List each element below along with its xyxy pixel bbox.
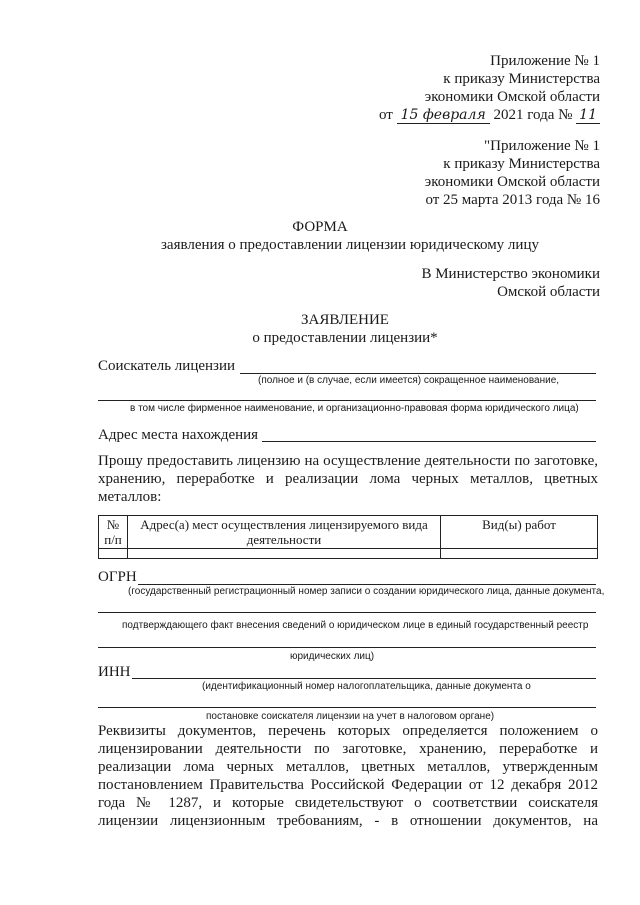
col-number-line2: п/п [104,532,122,547]
inn-hint2: постановке соискателя лицензии на учет в налоговом органе) [206,711,495,722]
appendix-line1: Приложение № 1 [490,53,600,69]
inn-field-line2[interactable] [98,707,596,708]
requisites-line6: лицензии лицензионным требованиям, - в отношении документов, на [98,813,598,829]
appendix-line3: экономики Омской области [424,89,600,105]
table-cell-works[interactable] [441,549,598,559]
applicant-field-line2[interactable] [98,400,596,401]
requisites-line1: Реквизиты документов, перечень которых определяется положением о [98,723,598,739]
appendix-header [340,52,600,124]
applicant-hint2: в том числе фирменное наименование, и организационно-правовая форма юридического лица) [130,403,579,414]
form-subtitle: заявления о предоставлении лицензии юридическому лицу [161,237,539,253]
requisites-line2: лицензировании деятельности по заготовке, хранению, переработке и [98,741,598,757]
address-field[interactable] [262,441,596,442]
request-line2: хранению, переработке и реализации лома черных металлов, цветных [98,471,598,487]
handwritten-number: 11 [576,107,600,124]
col-number-line1: № [106,517,120,532]
ogrn-hint1: (государственный регистрационный номер записи о создании юридического лица, данные документа, [128,586,605,597]
col-works-header [441,516,598,549]
applicant-field-line1[interactable] [240,373,596,374]
ogrn-field-line3[interactable] [98,647,596,648]
inn-label: ИНН [98,664,131,680]
request-line3: металлов: [98,489,162,505]
col-address-line1: Адрес(а) мест осуществления лицензируемого вида [140,517,428,532]
form-title: ФОРМА [292,219,348,235]
col-works-label: Вид(ы) работ [482,517,556,532]
inn-hint1: (идентификационный номер налогоплательщика, данные документа о [202,681,531,692]
request-paragraph [98,452,598,506]
date-prefix: от [378,107,393,123]
appendix-line2: к приказу Министерства [443,71,600,87]
table-row [99,549,598,559]
ogrn-field-line2[interactable] [98,612,596,613]
table-cell-address[interactable] [128,549,441,559]
ogrn-hint2: подтверждающего факт внесения сведений о юридическом лице в единый государственный реестр [122,620,589,631]
original-line3: экономики Омской области [424,174,600,190]
ogrn-field-line1[interactable] [138,584,596,585]
applicant-label: Соискатель лицензии [98,358,236,374]
col-number-header [99,516,128,549]
col-address-line2: деятельности [246,532,322,547]
requisites-line4: постановлением Правительства Российской Федерации от 12 декабря 2012 [98,777,598,793]
original-line1: "Приложение № 1 [484,138,600,154]
ogrn-hint3: юридических лиц) [290,651,375,662]
statement-title: ЗАЯВЛЕНИЕ [301,312,389,328]
activity-table [98,515,598,559]
addressee [340,265,600,301]
handwritten-date: 15 февраля [397,107,490,124]
requisites-line3: реализации лома черных металлов, цветных металлов, утвержденным [98,759,598,775]
table-cell-number[interactable] [99,549,128,559]
requisites-line5: года № 1287, и которые свидетельствуют о соответствии соискателя [98,795,598,811]
requisites-paragraph [98,722,598,830]
table-header-row [99,516,598,549]
col-address-header [128,516,441,549]
addressee-line1: В Министерство экономики [421,266,600,282]
address-label: Адрес места нахождения [98,427,259,443]
original-line2: к приказу Министерства [443,156,600,172]
statement-subtitle: о предоставлении лицензии* [252,330,438,346]
original-appendix-header [340,137,600,209]
date-mid: 2021 года № [493,107,573,123]
addressee-line2: Омской области [497,284,600,300]
applicant-hint1: (полное и (в случае, если имеется) сокращенное наименование, [258,375,560,386]
appendix-date-line [340,106,600,124]
ogrn-label: ОГРН [98,569,137,585]
inn-field-line1[interactable] [132,678,596,679]
request-line1: Прошу предоставить лицензию на осуществление деятельности по заготовке, [98,453,598,469]
original-line4: от 25 марта 2013 года № 16 [425,192,600,208]
